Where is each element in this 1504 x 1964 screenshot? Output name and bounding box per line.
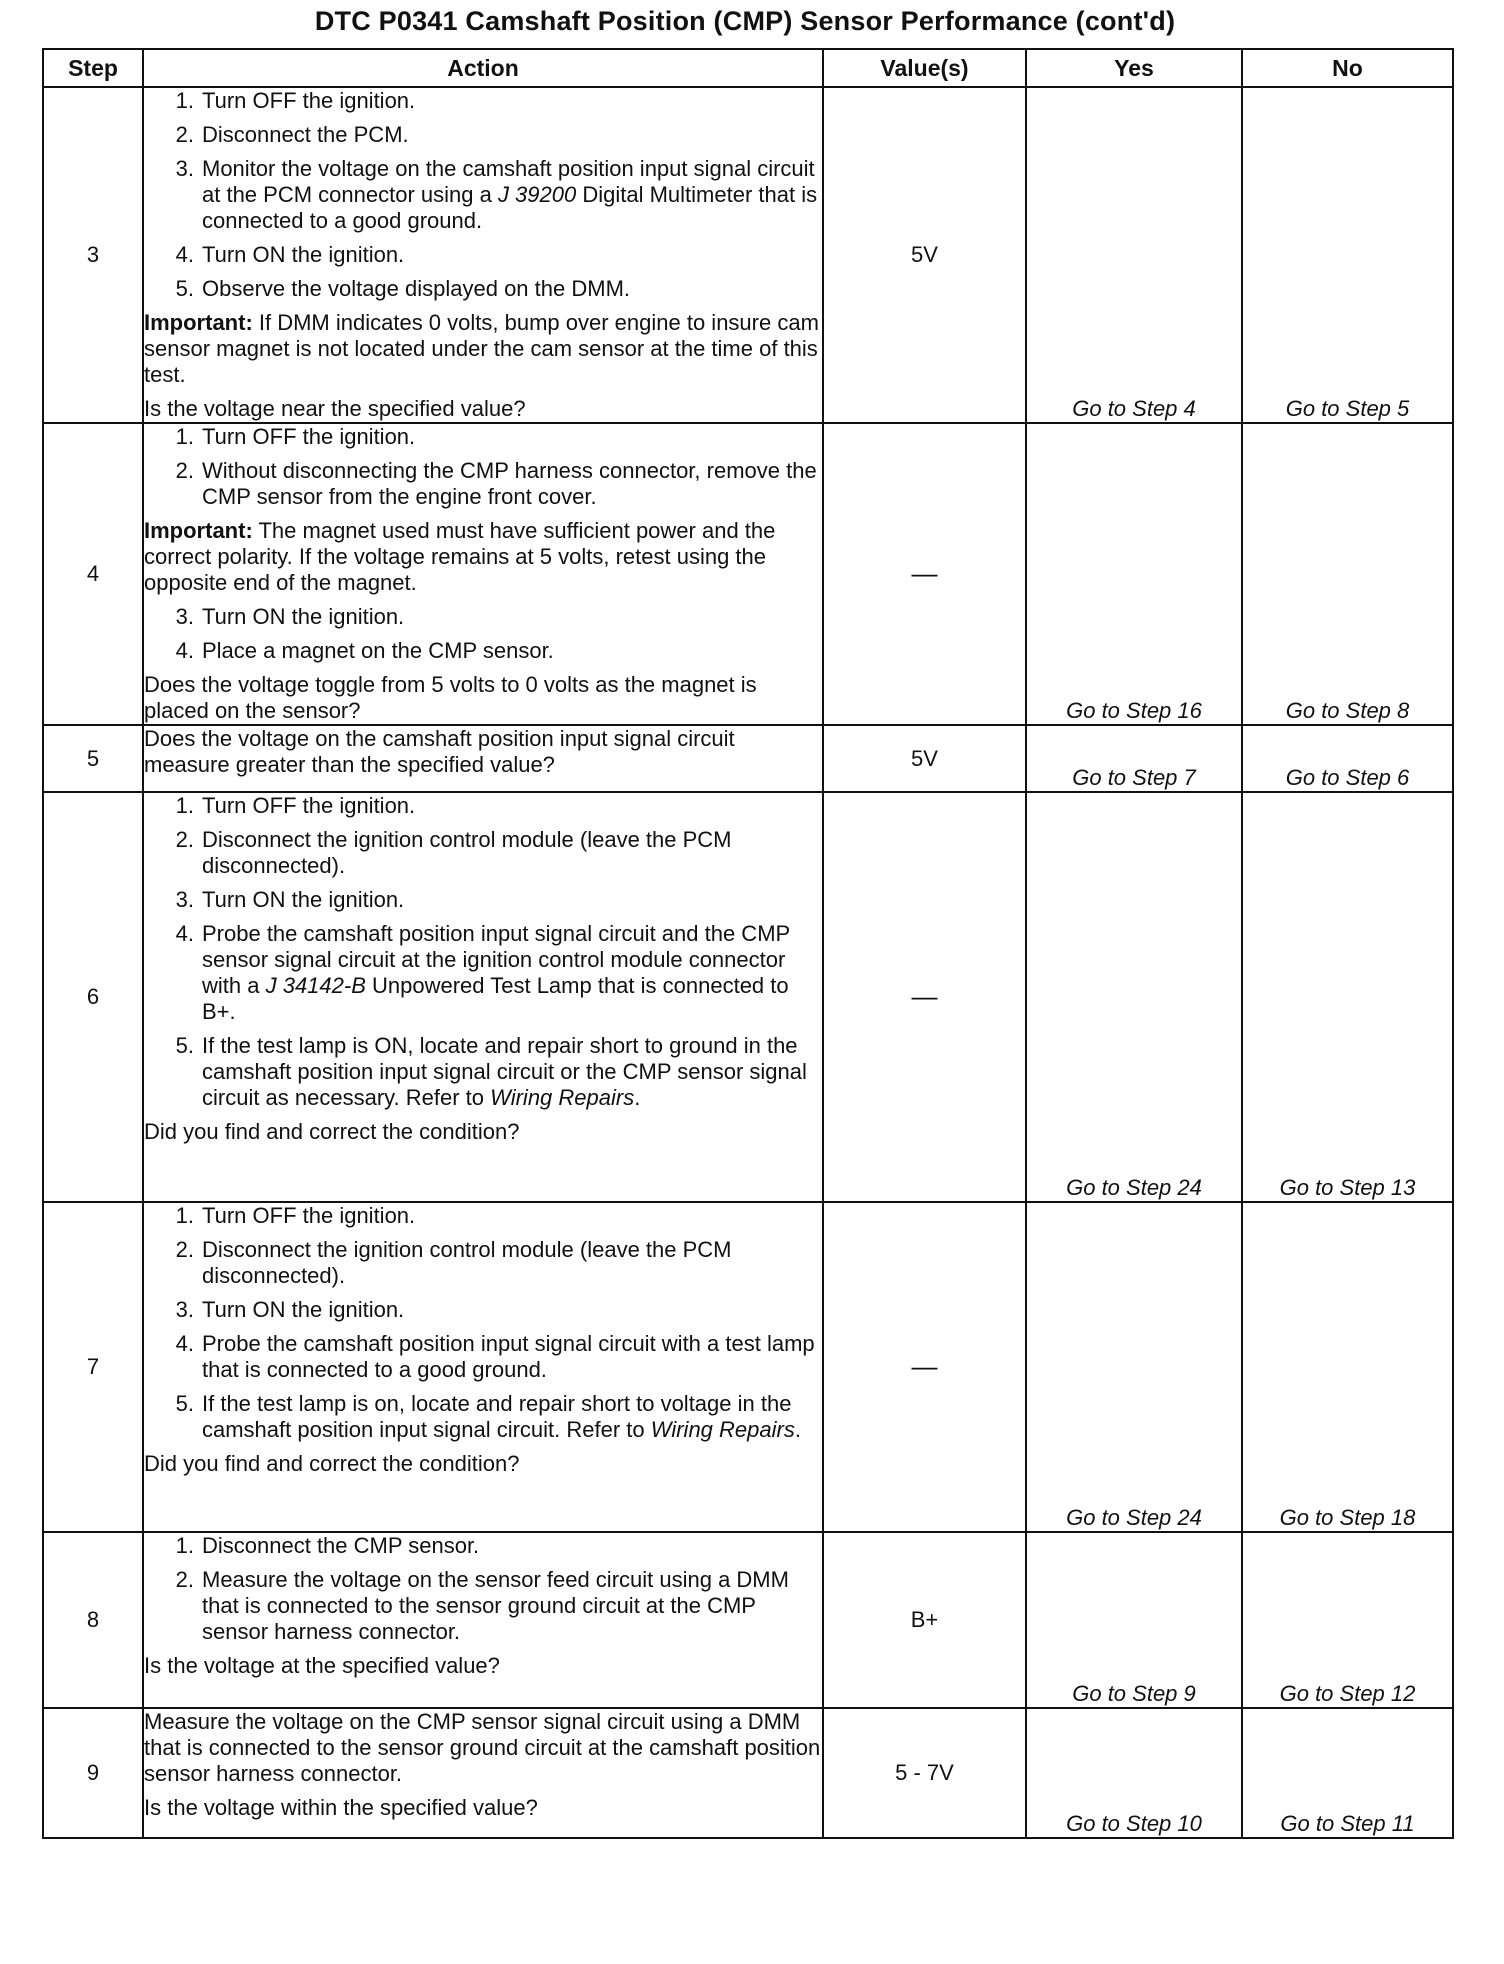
header-step: Step — [43, 49, 143, 87]
yes-cell: Go to Step 10 — [1026, 1708, 1242, 1838]
manual-reference: Wiring Repairs — [490, 1085, 635, 1110]
table-row — [43, 1708, 1453, 1838]
yes-cell: Go to Step 24 — [1026, 1202, 1242, 1532]
list-item: 3. Turn ON the ignition. — [175, 604, 405, 629]
no-cell: Go to Step 12 — [1242, 1532, 1453, 1708]
action-cell — [143, 1202, 823, 1532]
table-row — [43, 423, 1453, 725]
step-list — [144, 424, 822, 510]
list-item: 5. Observe the voltage displayed on the DMM. — [175, 276, 631, 301]
value-cell: — — [823, 1202, 1026, 1532]
list-item: 2. Disconnect the ignition control module (leave the PCM disconnected). — [175, 827, 732, 878]
step-list — [144, 88, 822, 302]
list-item: 3. Turn ON the ignition. — [175, 1297, 405, 1322]
step-list — [144, 1203, 822, 1443]
no-cell: Go to Step 11 — [1242, 1708, 1453, 1838]
value-cell: 5V — [823, 725, 1026, 792]
value-cell: 5 - 7V — [823, 1708, 1026, 1838]
table-row — [43, 87, 1453, 423]
yes-cell: Go to Step 24 — [1026, 792, 1242, 1202]
list-item: 2. Measure the voltage on the sensor feed circuit using a DMM that is connected to the sensor ground circuit at the CMP sensor harness connector. — [175, 1567, 789, 1644]
tool-reference: J 39200 — [497, 182, 577, 207]
step-list — [144, 1533, 822, 1645]
action-cell — [143, 423, 823, 725]
step-question: Does the voltage toggle from 5 volts to 0 volts as the magnet is placed on the sensor? — [144, 672, 757, 723]
action-cell — [143, 792, 823, 1202]
list-item: 3. Monitor the voltage on the camshaft position input signal circuit at the PCM connector using a J 39200 Digital Multimeter that is connected to a good ground. — [175, 156, 818, 233]
important-note: Important: If DMM indicates 0 volts, bump over engine to insure cam sensor magnet is not located under the cam sensor at the time of this test. — [144, 310, 819, 387]
list-item: 1. Turn OFF the ignition. — [175, 793, 416, 818]
list-item: 2. Disconnect the PCM. — [175, 122, 409, 147]
manual-reference: Wiring Repairs — [650, 1417, 795, 1442]
header-yes: Yes — [1026, 49, 1242, 87]
header-no: No — [1242, 49, 1453, 87]
header-values: Value(s) — [823, 49, 1026, 87]
no-cell: Go to Step 18 — [1242, 1202, 1453, 1532]
list-item: 1. Turn OFF the ignition. — [175, 424, 416, 449]
step-question: Is the voltage at the specified value? — [144, 1653, 500, 1678]
step-question: Did you find and correct the condition? — [144, 1451, 520, 1476]
table-row — [43, 1202, 1453, 1532]
step-number: 4 — [43, 423, 143, 725]
list-item: 4. Turn ON the ignition. — [175, 242, 405, 267]
important-note: Important: The magnet used must have sufficient power and the correct polarity. If the voltage remains at 5 volts, retest using the opposite end of the magnet. — [144, 518, 776, 595]
list-item: 1. Disconnect the CMP sensor. — [175, 1533, 480, 1558]
yes-cell: Go to Step 9 — [1026, 1532, 1242, 1708]
action-cell — [143, 1708, 823, 1838]
list-item: 2. Disconnect the ignition control module (leave the PCM disconnected). — [175, 1237, 732, 1288]
step-number: 8 — [43, 1532, 143, 1708]
list-item: 5. If the test lamp is on, locate and repair short to voltage in the camshaft position input signal circuit. Refer to Wiring Repairs. — [175, 1391, 801, 1442]
no-cell: Go to Step 13 — [1242, 792, 1453, 1202]
action-cell — [143, 1532, 823, 1708]
step-question: Does the voltage on the camshaft position input signal circuit measure greater than the specified value? — [144, 726, 735, 777]
step-number: 6 — [43, 792, 143, 1202]
list-item: 3. Turn ON the ignition. — [175, 887, 405, 912]
list-item: 1. Turn OFF the ignition. — [175, 1203, 416, 1228]
step-question: Is the voltage within the specified value? — [144, 1795, 538, 1820]
yes-cell: Go to Step 16 — [1026, 423, 1242, 725]
tool-reference: J 34142-B — [265, 973, 366, 998]
list-item: 1. Turn OFF the ignition. — [175, 88, 416, 113]
action-cell — [143, 87, 823, 423]
diagnostic-table — [42, 48, 1454, 1839]
list-item: 4. Probe the camshaft position input signal circuit and the CMP sensor signal circuit at the ignition control module connector with a J 34142-B Unpowered Test Lamp that is connected to B+. — [175, 921, 790, 1024]
value-cell: — — [823, 423, 1026, 725]
list-item: 4. Place a magnet on the CMP sensor. — [175, 638, 554, 663]
list-item: 2. Without disconnecting the CMP harness connector, remove the CMP sensor from the engine front cover. — [175, 458, 817, 509]
value-cell: — — [823, 792, 1026, 1202]
no-cell: Go to Step 5 — [1242, 87, 1453, 423]
step-instruction: Measure the voltage on the CMP sensor signal circuit using a DMM that is connected to the sensor ground circuit at the camshaft position sensor harness connector. — [144, 1709, 821, 1786]
yes-cell: Go to Step 4 — [1026, 87, 1242, 423]
step-list — [144, 793, 822, 1111]
step-number: 3 — [43, 87, 143, 423]
list-item: 5. If the test lamp is ON, locate and repair short to ground in the camshaft position input signal circuit or the CMP sensor signal circuit as necessary. Refer to Wiring Repairs. — [175, 1033, 807, 1110]
no-cell: Go to Step 6 — [1242, 725, 1453, 792]
table-row — [43, 725, 1453, 792]
no-cell: Go to Step 8 — [1242, 423, 1453, 725]
step-question: Is the voltage near the specified value? — [144, 396, 526, 421]
table-row — [43, 1532, 1453, 1708]
header-action: Action — [143, 49, 823, 87]
yes-cell: Go to Step 7 — [1026, 725, 1242, 792]
value-cell: B+ — [823, 1532, 1026, 1708]
step-list — [144, 604, 822, 664]
action-cell — [143, 725, 823, 792]
step-number: 5 — [43, 725, 143, 792]
header-row — [43, 49, 1453, 87]
list-item: 4. Probe the camshaft position input signal circuit with a test lamp that is connected to a good ground. — [175, 1331, 815, 1382]
step-question: Did you find and correct the condition? — [144, 1119, 520, 1144]
table-row — [43, 792, 1453, 1202]
page-title: DTC P0341 Camshaft Position (CMP) Sensor Performance (cont'd) — [314, 6, 1176, 36]
step-number: 9 — [43, 1708, 143, 1838]
value-cell: 5V — [823, 87, 1026, 423]
step-number: 7 — [43, 1202, 143, 1532]
